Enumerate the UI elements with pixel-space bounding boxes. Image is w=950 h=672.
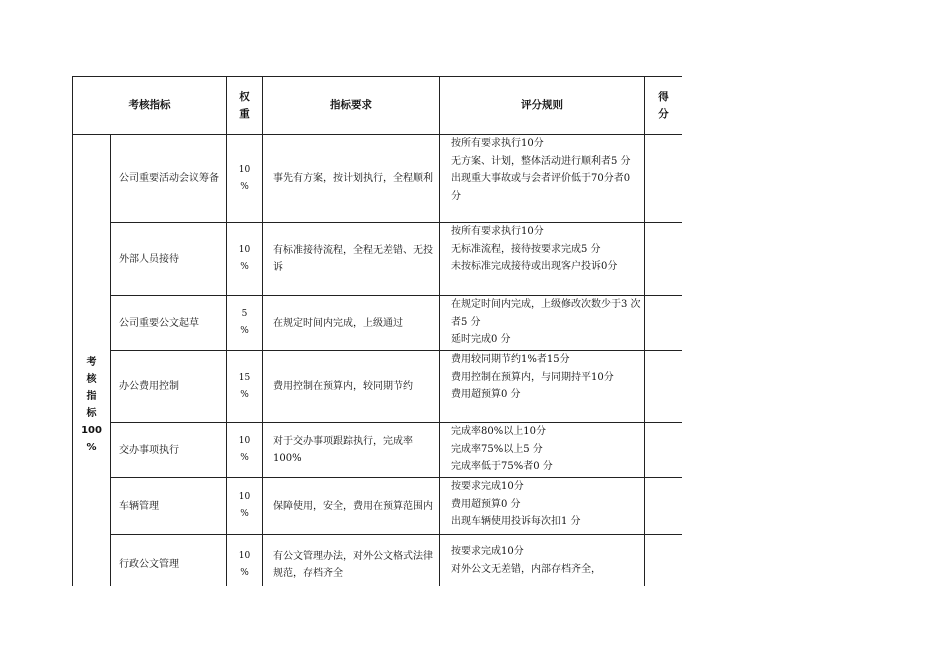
row-requirement: 有公文管理办法，对外公文格式法律规范，存档齐全: [263, 535, 440, 587]
table-row: [73, 135, 683, 223]
table-row: [73, 423, 683, 478]
row-rules: 按所有要求执行10分 无标准流程，接待按要求完成5 分 未按标准完成接待或出现客户投诉0分: [440, 223, 645, 296]
row-weight: 10 %: [227, 535, 263, 587]
row-name: 办公费用控制: [111, 351, 227, 423]
row-weight: 10 %: [227, 135, 263, 223]
row-name: 交办事项执行: [111, 423, 227, 478]
row-rules: 按要求完成10分 对外公文无差错，内部存档齐全，: [440, 535, 645, 587]
header-rules: 评分规则: [440, 77, 645, 135]
row-requirement: 对于交办事项跟踪执行，完成率100%: [263, 423, 440, 478]
table-row: [73, 478, 683, 535]
header-indicator: 考核指标: [73, 77, 227, 135]
table-header-row: [73, 77, 683, 135]
row-score-cell: [645, 296, 683, 351]
row-weight: 10 %: [227, 423, 263, 478]
row-score-cell: [645, 423, 683, 478]
row-requirement: 费用控制在预算内，较同期节约: [263, 351, 440, 423]
kpi-sheet: [72, 76, 682, 586]
table-row: [73, 223, 683, 296]
row-weight: 10 %: [227, 478, 263, 535]
row-requirement: 有标准接待流程，全程无差错、无投诉: [263, 223, 440, 296]
row-rules: 按要求完成10分 费用超预算0 分 出现车辆使用投诉每次扣1 分: [440, 478, 645, 535]
category-cell: 考 核 指 标 100 %: [73, 135, 111, 587]
row-name: 行政公文管理: [111, 535, 227, 587]
row-name: 车辆管理: [111, 478, 227, 535]
row-rules: 完成率80%以上10分 完成率75%以上5 分 完成率低于75%者0 分: [440, 423, 645, 478]
row-rules: 在规定时间内完成，上级修改次数少于3 次者5 分 延时完成0 分: [440, 296, 645, 351]
row-name: 公司重要活动会议筹备: [111, 135, 227, 223]
row-rules: 费用较同期节约1%者15分 费用控制在预算内，与同期持平10分 费用超预算0 分: [440, 351, 645, 423]
row-name: 公司重要公文起草: [111, 296, 227, 351]
row-requirement: 保障使用，安全，费用在预算范围内: [263, 478, 440, 535]
row-rules: 按所有要求执行10分 无方案、计划，整体活动进行顺利者5 分 出现重大事故或与会者评价低于70分者0 分: [440, 135, 645, 223]
kpi-table: [72, 76, 682, 586]
row-requirement: 在规定时间内完成，上级通过: [263, 296, 440, 351]
table-row: [73, 296, 683, 351]
header-weight: 权 重: [227, 77, 263, 135]
row-weight: 15 %: [227, 351, 263, 423]
row-requirement: 事先有方案，按计划执行，全程顺利: [263, 135, 440, 223]
row-weight: 5 %: [227, 296, 263, 351]
table-row: [73, 535, 683, 587]
row-score-cell: [645, 478, 683, 535]
row-score-cell: [645, 535, 683, 587]
row-score-cell: [645, 223, 683, 296]
row-weight: 10 %: [227, 223, 263, 296]
row-name: 外部人员接待: [111, 223, 227, 296]
row-score-cell: [645, 351, 683, 423]
header-score: 得 分: [645, 77, 683, 135]
header-requirement: 指标要求: [263, 77, 440, 135]
row-score-cell: [645, 135, 683, 223]
table-row: [73, 351, 683, 423]
